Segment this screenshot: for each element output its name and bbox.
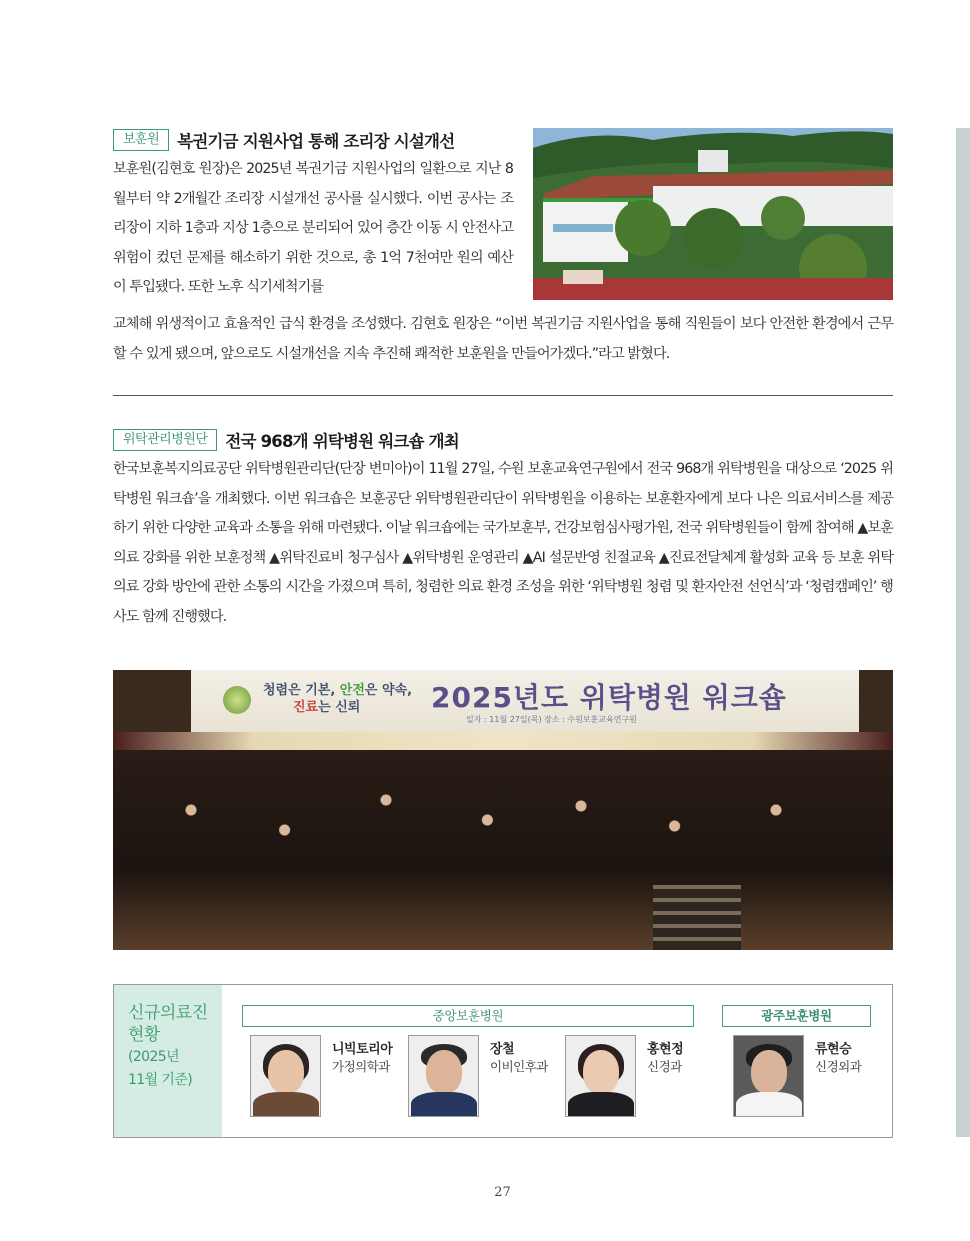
staff-label: 신규의료진 현황 (2025년 11월 기준): [114, 985, 222, 1137]
article1-headline: 복권기금 지원사업 통해 조리장 시설개선: [177, 132, 455, 151]
article2-body: 한국보훈복지의료공단 위탁병원관리단(단장 변미아)이 11월 27일, 수원 보훈교육연구원에서 전국 968개 위탁병원을 대상으로 ‘2025 위탁병원 워크숍’을 개최했다. 이번 워크숍은 보훈공단 위탁병원관리단이 위탁병원을 이용하는 보훈환자에게 보다 나은 의료서비스를 제공하기 위한 다양한 교육과 소통을 위해 마련됐다. 이날 워크숍에는 국가보훈부, 건강보험심사평가원, 전국 위탁병원들이 함께 참여해 ▲보훈의료 강화를 위한 보훈정책 ▲위탁진료비 청구심사 ▲위탁병원 운영관리 ▲AI 설문반영 친절교육 ▲진료전달체계 활성화 교육 등 보훈 위탁의료 강화 방안에 관한 소통의 시간을 가졌으며 특히, 청렴한 의료 환경 조성을 위한 ‘위탁병원 청렴 및 환자안전 선언식’과 ‘청렴캠페인’ 행사도 함께 진행했다.: [113, 461, 893, 625]
page-number: 27: [494, 1185, 511, 1200]
banner-slogan: 청렴은 기본, 안전은 약속, 진료는 신뢰: [263, 683, 413, 715]
article2-header: [113, 428, 459, 452]
article1-body-full: 교체해 위생적이고 효율적인 급식 환경을 조성했다. 김현호 원장은 “이번 복권기금 지원사업을 통해 직원들이 보다 안전한 환경에서 근무할 수 있게 됐으며, 앞으로도 시설개선을 지속 추진해 쾌적한 보훈원을 만들어가겠다.”라고 밝혔다.: [113, 316, 893, 362]
hospital-label-gwangju: 광주보훈병원: [722, 1005, 871, 1027]
article2-tag: 위탁관리병원단: [113, 429, 217, 451]
article2-headline: 전국 968개 위탁병원 워크숍 개최: [225, 432, 459, 451]
banner-subtitle: 일자 : 11월 27일(목) 장소 : 수원보훈교육연구원: [466, 715, 637, 724]
crowd: [113, 750, 893, 950]
doctor-portrait: [565, 1035, 636, 1117]
doctor-portrait: [733, 1035, 804, 1117]
article1-tag: 보훈원: [113, 129, 169, 151]
article1-header: [113, 128, 454, 152]
article1-body-left: 보훈원(김현호 원장)은 2025년 복권기금 지원사업의 일환으로 지난 8월부터 약 2개월간 조리장 시설개선 공사를 실시했다. 이번 공사는 조리장이 지하 1층과 지상 1층으로 분리되어 있어 층간 이동 시 안전사고 위험이 컸던 문제를 해소하기 위한 것으로, 총 1억 7천여만 원의 예산이 투입됐다. 또한 노후 식기세척기를: [113, 161, 513, 295]
stage-stairs: [653, 885, 741, 950]
doctor-portrait: [250, 1035, 321, 1117]
article1-photo: [533, 128, 893, 300]
doctor-portrait: [408, 1035, 479, 1117]
section-divider: [113, 395, 893, 396]
new-staff-box: 신규의료진 현황 (2025년 11월 기준) 중앙보훈병원 광주보훈병원 니빅토리아 가정의학과 장철 이비인후과 홍현정 신경과 류현승 신경외과: [113, 984, 893, 1138]
workshop-group-photo: [113, 670, 893, 950]
workshop-banner: [191, 670, 859, 732]
building-photo-icon: [533, 128, 893, 300]
emblem-icon: [223, 686, 251, 714]
page-edge-strip: [956, 128, 970, 1137]
banner-title: 2025년도 위탁병원 워크숍: [431, 681, 787, 714]
hospital-label-central: 중앙보훈병원: [242, 1005, 694, 1027]
